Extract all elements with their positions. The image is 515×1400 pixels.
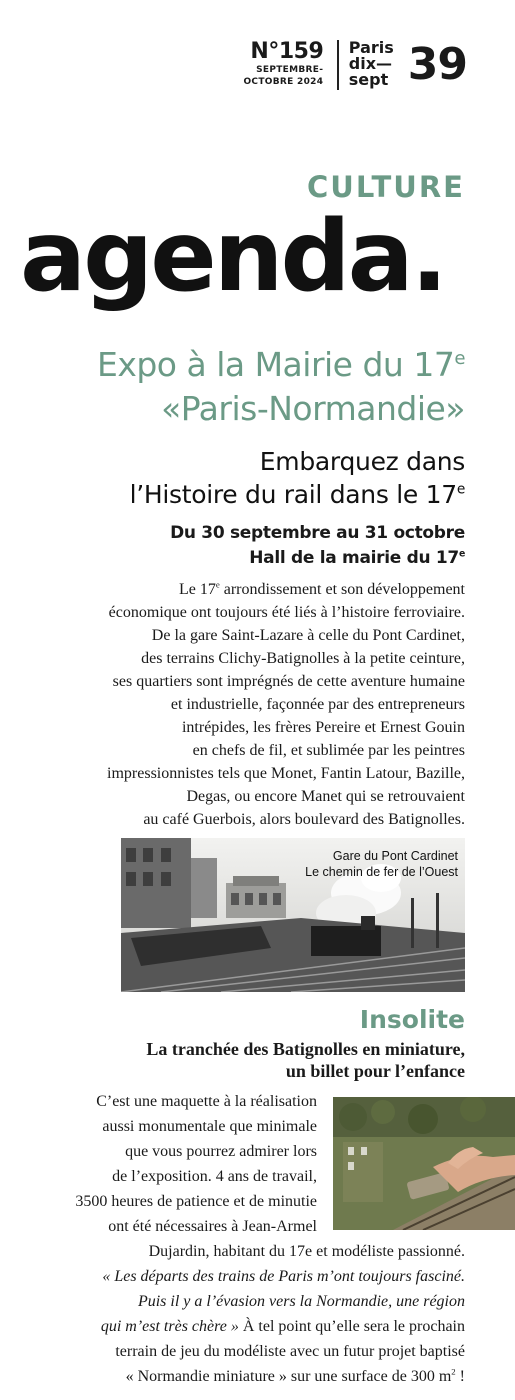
insolite-quote-line: « Les départs des trains de Paris m’ont toujours fasciné. [102, 1268, 465, 1285]
body-line: impressionnistes tels que Monet, Fantin Latour, Bazille, [107, 765, 465, 782]
insolite-body-line: aussi monumentale que minimale [102, 1118, 317, 1135]
body-first-a: Le 17 [178, 581, 216, 598]
insolite-last-line [0, 1364, 465, 1389]
insolite-body-line: 3500 heures de patience et de minutie [75, 1193, 317, 1210]
subtitle-line-1: Embarquez dans [259, 447, 465, 476]
insolite-mixed-line [0, 1314, 465, 1339]
insolite-body [0, 1089, 465, 1389]
body-line: au café Guerbois, alors boulevard des Batignolles. [143, 811, 465, 828]
insolite-body-line: terrain de jeu du modéliste avec un futur projet baptisé [115, 1343, 465, 1360]
insolite-quote-line: Puis il y a l’évasion vers la Normandie, une région [137, 1293, 465, 1310]
body-line: De la gare Saint-Lazare à celle du Pont Cardinet, [151, 627, 465, 644]
body-line: des terrains Clichy-Batignolles à la petite ceinture, [141, 650, 465, 667]
caption-line-2: Le chemin de fer de l’Ouest [305, 865, 458, 879]
area-superscript: 2 [451, 1366, 456, 1377]
paris-line-3: sept [348, 70, 389, 89]
body-line: Degas, ou encore Manet qui se retrouvaient [186, 788, 465, 805]
article-headline [97, 343, 465, 431]
insolite-kicker: Insolite [359, 1005, 465, 1034]
dates-line-2: Hall de la mairie du 17 [249, 548, 459, 568]
issue-block [243, 40, 323, 88]
body-line [14, 578, 465, 601]
insolite-body-line: ont été nécessaires à Jean-Armel [108, 1218, 317, 1235]
insolite-body-line: que vous pourrez admirer lors [125, 1143, 317, 1160]
insolite-last-b: ! [455, 1368, 465, 1385]
insolite-body-line: Dujardin, habitant du 17e et modéliste passionné. [148, 1243, 465, 1260]
issue-month: SEPTEMBRE- [256, 65, 324, 75]
dates-line-1: Du 30 septembre au 31 octobre [170, 523, 465, 543]
article-subtitle [130, 445, 465, 511]
dates-superscript: e [458, 548, 465, 560]
body-line: en chefs de fil, et sublimée par les peintres [192, 742, 465, 759]
insolite-title-line-1: La tranchée des Batignolles en miniature, [146, 1039, 465, 1059]
insolite-title [146, 1038, 465, 1082]
insolite-title-line-2: un billet pour l’enfance [285, 1061, 465, 1081]
caption-line-1: Gare du Pont Cardinet [332, 849, 458, 863]
insolite-body-line: C’est une maquette à la réalisation [96, 1093, 317, 1110]
insolite-body-line: de l’exposition. 4 ans de travail, [112, 1168, 317, 1185]
header-divider [337, 40, 339, 90]
headline-superscript: e [454, 348, 465, 369]
insolite-quote-rest: À tel point qu’elle sera le prochain [238, 1318, 465, 1335]
paris-line-2: dix— [348, 54, 393, 73]
issue-number: N°159 [250, 39, 324, 64]
body-line: et industrielle, façonnée par des entrepreneurs [170, 696, 465, 713]
body-line: intrépides, les frères Pereire et Ernest Gouin [181, 719, 465, 736]
photo-caption [305, 848, 458, 880]
body-first-b: arrondissement et son développement [219, 581, 465, 598]
magazine-header [243, 40, 467, 96]
body-superscript: e [215, 579, 220, 590]
section-label: CULTURE [307, 170, 465, 204]
issue-date: OCTOBRE 2024 [243, 77, 324, 87]
paris-line-1: Paris [348, 38, 394, 57]
insolite-last-a: « Normandie miniature » sur une surface de 300 m [125, 1368, 452, 1385]
article-body [14, 578, 465, 831]
subtitle-superscript: e [456, 481, 465, 498]
page-number: 39 [407, 39, 467, 90]
headline-line-1: Expo à la Mairie du 17 [96, 345, 455, 384]
insolite-quote-end: qui m’est très chère » [100, 1318, 239, 1335]
body-line: économique ont toujours été liés à l’histoire ferroviaire. [108, 604, 465, 621]
paris-wordmark [349, 40, 394, 88]
subtitle-line-2: l’Histoire du rail dans le 17 [129, 480, 457, 509]
headline-line-2: «Paris-Normandie» [161, 389, 465, 428]
body-line: ses quartiers sont imprégnés de cette aventure humaine [112, 673, 465, 690]
page-title: agenda. [20, 200, 446, 314]
event-dates [170, 521, 465, 571]
